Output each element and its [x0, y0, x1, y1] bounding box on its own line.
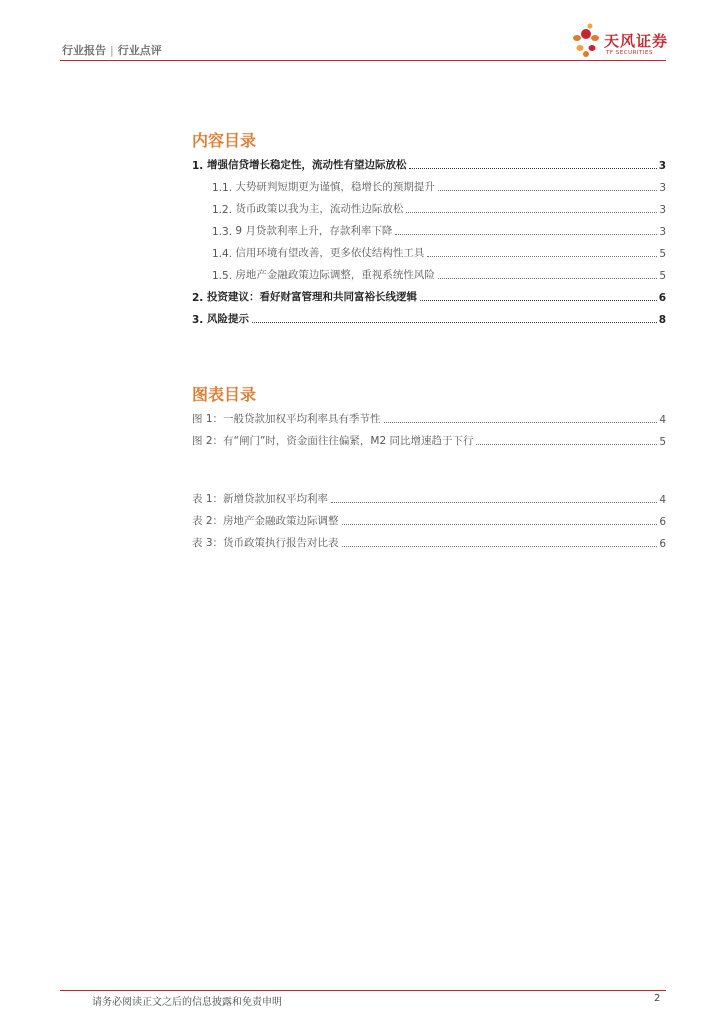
- toc-item-number: 1.2.: [212, 204, 233, 216]
- toc-item-page: 3: [659, 182, 666, 194]
- logo-text: 天风证券: [604, 32, 669, 50]
- toc-item-page: 3: [658, 160, 666, 172]
- company-logo: [568, 20, 678, 62]
- contents-title: 内容目录: [192, 131, 257, 150]
- toc-leader: [342, 546, 658, 547]
- toc-leader: [342, 524, 658, 525]
- toc-item-label: 风险提示: [206, 313, 249, 325]
- toc-item-number: 1.5.: [212, 270, 233, 282]
- table-item-page: 6: [659, 516, 666, 528]
- toc-item-number: 1.4.: [212, 248, 233, 260]
- toc-item-3[interactable]: [192, 310, 666, 326]
- flower-logo-icon: [568, 20, 604, 62]
- toc-item-label: 货币政策以我为主，流动性边际放松: [235, 203, 404, 215]
- figure-item-label: 图 1：一般贷款加权平均利率具有季节性: [192, 413, 381, 425]
- toc-leader: [252, 322, 657, 323]
- page-number: 2: [654, 993, 661, 1004]
- toc-item-1-4[interactable]: [212, 244, 666, 260]
- category-industry-review: 行业点评: [117, 44, 162, 57]
- category-industry-report: 行业报告: [62, 44, 106, 57]
- toc-item-page: 3: [659, 226, 666, 238]
- header-divider: [60, 60, 666, 61]
- toc-leader: [409, 168, 656, 169]
- toc-leader: [384, 422, 658, 423]
- toc-item-number: 1.: [192, 160, 204, 172]
- footer-disclaimer: 请务必阅读正文之后的信息披露和免责申明: [92, 997, 282, 1008]
- toc-item-page: 3: [659, 204, 666, 216]
- toc-leader: [438, 190, 657, 191]
- toc-item-label: 9 月贷款利率上升，存款利率下降: [235, 225, 393, 237]
- toc-item-number: 2.: [192, 292, 204, 304]
- toc-item-label: 投资建议：看好财富管理和共同富裕长线逻辑: [206, 291, 417, 303]
- toc-item-page: 6: [658, 292, 666, 304]
- figure-item-2[interactable]: [192, 432, 666, 448]
- toc-leader: [476, 444, 657, 445]
- figure-item-page: 5: [659, 436, 666, 448]
- toc-item-2[interactable]: [192, 288, 666, 304]
- logo-subtext: TF SECURITIES: [606, 50, 653, 56]
- figure-item-page: 4: [659, 414, 666, 426]
- table-item-label: 表 2：房地产金融政策边际调整: [192, 515, 339, 527]
- toc-item-label: 房地产金融政策边际调整，重视系统性风险: [235, 269, 435, 281]
- toc-item-1-2[interactable]: [212, 200, 666, 216]
- toc-item-label: 增强信贷增长稳定性，流动性有望边际放松: [206, 159, 407, 171]
- footer-divider: [60, 990, 666, 991]
- table-item-3[interactable]: [192, 534, 666, 550]
- toc-item-1[interactable]: [192, 156, 666, 172]
- table-item-label: 表 1：新增贷款加权平均利率: [192, 493, 329, 505]
- table-item-label: 表 3：货币政策执行报告对比表: [192, 537, 339, 549]
- figure-item-1[interactable]: [192, 410, 666, 426]
- table-item-page: 4: [659, 494, 666, 506]
- toc-item-number: 1.1.: [212, 182, 233, 194]
- toc-item-number: 3.: [192, 314, 204, 326]
- toc-leader: [427, 256, 657, 257]
- toc-item-1-3[interactable]: [212, 222, 666, 238]
- toc-leader: [406, 212, 657, 213]
- toc-item-label: 大势研判短期更为谨慎，稳增长的预期提升: [235, 181, 435, 193]
- toc-leader: [420, 300, 657, 301]
- toc-item-page: 8: [658, 314, 666, 326]
- figures-title: 图表目录: [192, 385, 257, 404]
- toc-item-page: 5: [659, 270, 666, 282]
- toc-item-1-5[interactable]: [212, 266, 666, 282]
- toc-leader: [395, 234, 657, 235]
- category-separator: |: [110, 44, 114, 57]
- figure-item-label: 图 2：有“闸门”时，资金面往往偏紧，M2 同比增速趋于下行: [192, 435, 474, 447]
- toc-item-number: 1.3.: [212, 226, 233, 238]
- toc-item-1-1[interactable]: [212, 178, 666, 194]
- toc-leader: [438, 278, 657, 279]
- table-item-2[interactable]: [192, 512, 666, 528]
- toc-item-label: 信用环境有望改善，更多依仗结构性工具: [235, 247, 425, 259]
- page-header: [0, 0, 724, 64]
- report-category: [62, 42, 162, 58]
- toc-leader: [331, 502, 657, 503]
- table-item-1[interactable]: [192, 490, 666, 506]
- toc-item-page: 5: [659, 248, 666, 260]
- table-item-page: 6: [659, 538, 666, 550]
